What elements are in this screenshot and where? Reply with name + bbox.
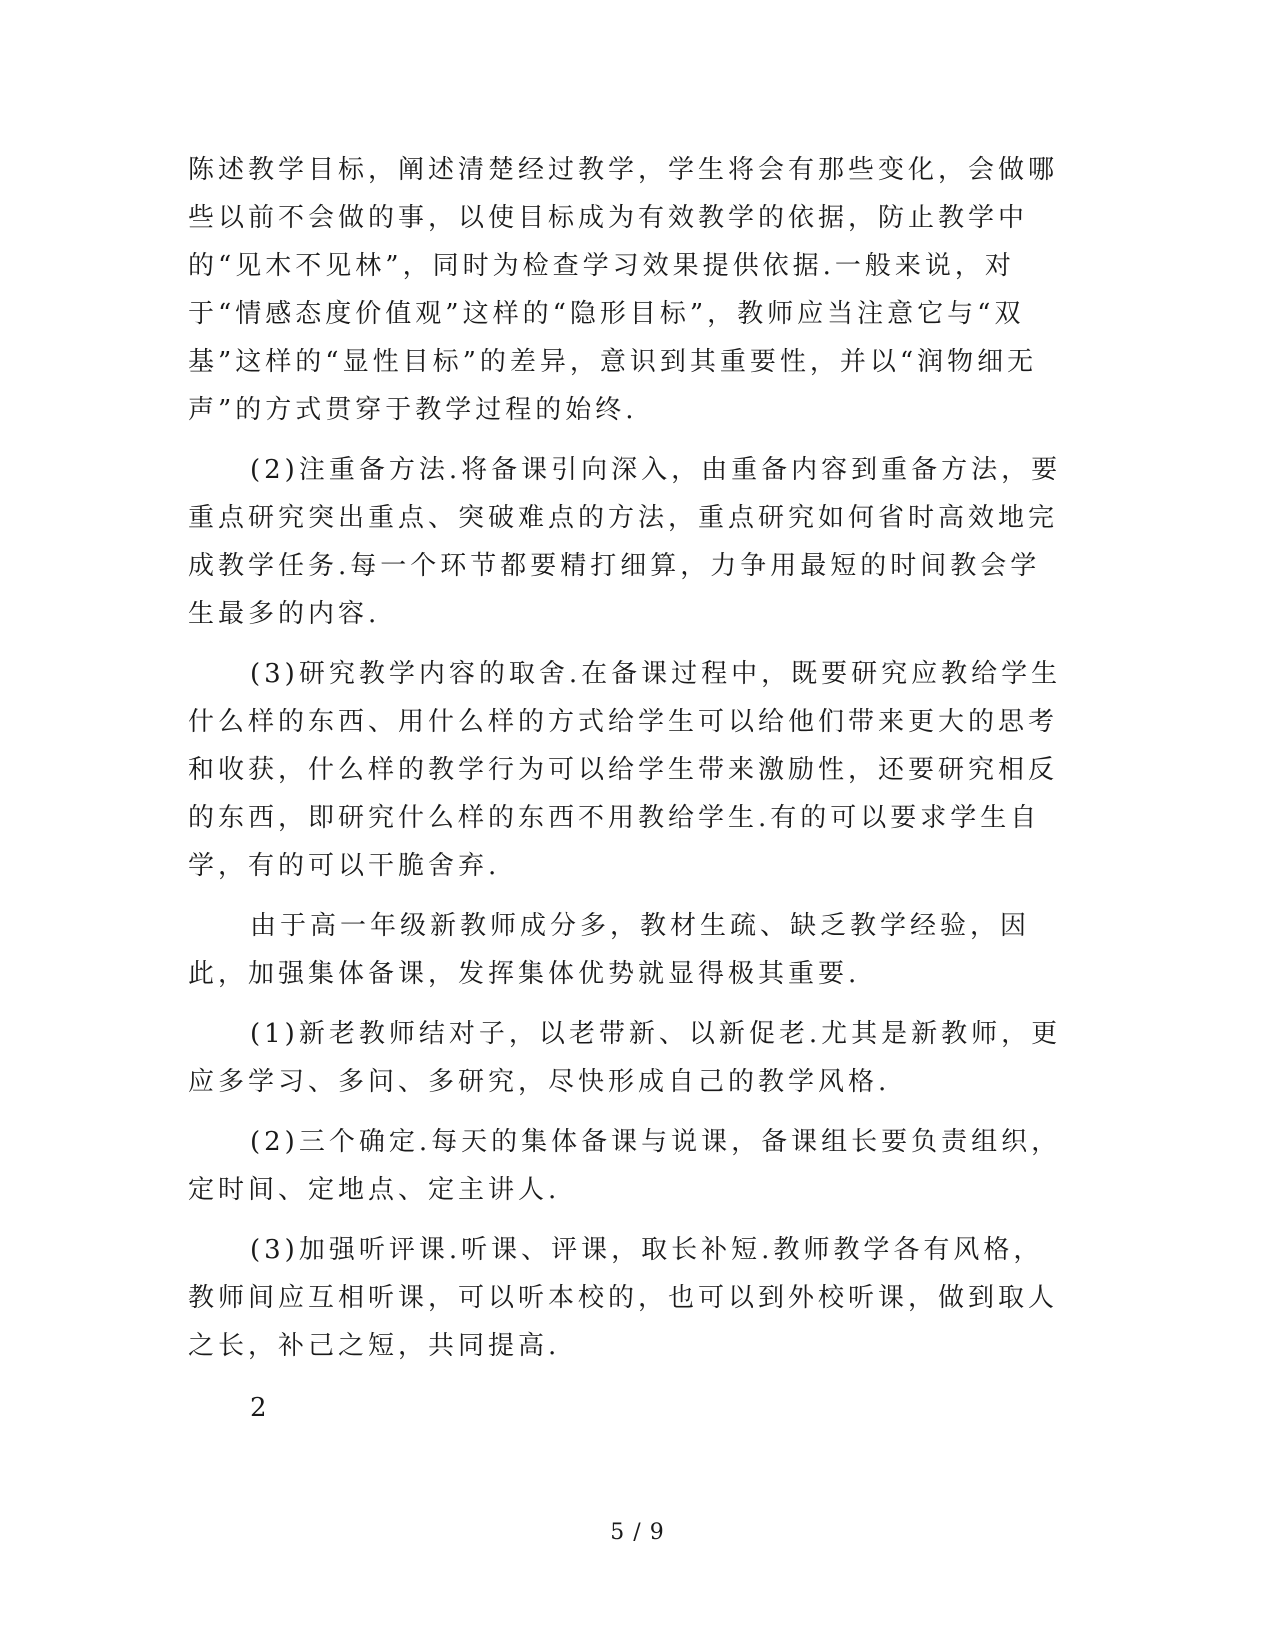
page-number: 5 / 9 <box>610 1520 665 1545</box>
paragraph-collective-preparation: 由于高一年级新教师成分多，教材生疏、缺乏教学经验，因此，加强集体备课，发挥集体优势就显得极其重要. <box>188 911 1031 989</box>
paragraph-prepare-methods: (2)注重备方法.将备课引向深入，由重备内容到重备方法，要重点研究突出重点、突破难点的方法，重点研究如何省时高效地完成教学任务.每一个环节都要精打细算，力争用最短的时间教会学生最多的内容. <box>188 455 1062 629</box>
body-text <box>188 146 1068 1432</box>
section-number: 2 <box>250 1393 267 1423</box>
paragraph-content-selection: (3)研究教学内容的取舍.在备课过程中，既要研究应教给学生什么样的东西、用什么样的方式给学生可以给他们带来更大的思考和收获，什么样的教学行为可以给学生带来激励性，还要研究相反的东西，即研究什么样的东西不用教给学生.有的可以要求学生自学，有的可以干脆舍弃. <box>188 659 1062 881</box>
paragraph-three-determinations: (2)三个确定.每天的集体备课与说课，备课组长要负责组织，定时间、定地点、定主讲人. <box>188 1127 1062 1205</box>
paragraph-mentoring: (1)新老教师结对子，以老带新、以新促老.尤其是新教师，更应多学习、多问、多研究，尽快形成自己的教学风格. <box>188 1019 1062 1097</box>
paragraph-teaching-goals: 陈述教学目标，阐述清楚经过教学，学生将会有那些变化，会做哪些以前不会做的事，以使目标成为有效教学的依据，防止教学中的“见木不见林”，同时为检查学习效果提供依据.一般来说，对于“情感态度价值观”这样的“隐形目标”，教师应当注意它与“双基”这样的“显性目标”的差异，意识到其重要性，并以“润物细无声”的方式贯穿于教学过程的始终. <box>188 155 1059 425</box>
paragraph-lesson-observation: (3)加强听评课.听课、评课，取长补短.教师教学各有风格，教师间应互相听课，可以听本校的，也可以到外校听课，做到取人之长，补己之短，共同提高. <box>188 1235 1059 1361</box>
